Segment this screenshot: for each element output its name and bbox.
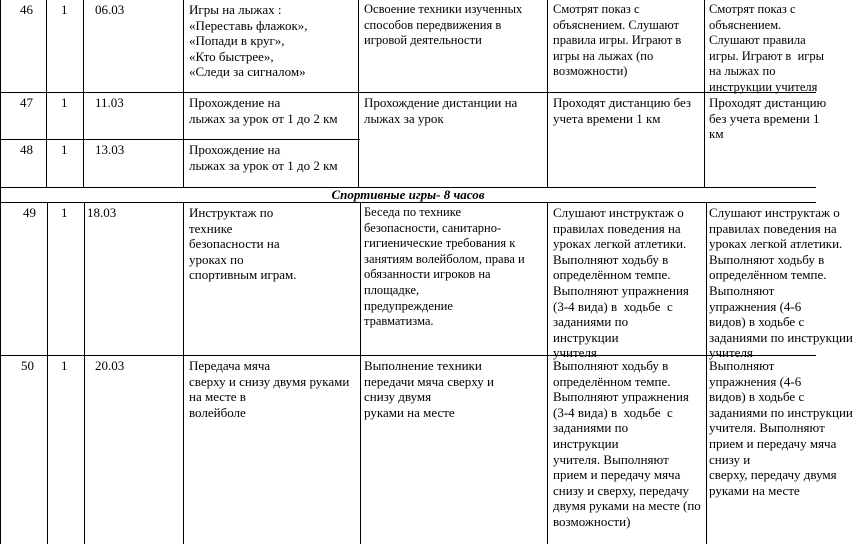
lesson-hours: 1 (61, 142, 68, 157)
lesson-number: 46 (20, 2, 33, 17)
grid-line (706, 202, 707, 544)
lesson-number: 48 (20, 142, 33, 157)
section-title: Спортивные игры- 8 часов (331, 187, 485, 202)
grid-line (183, 0, 184, 187)
student-activity-group-a: Проходят дистанцию без учета времени 1 км (553, 95, 692, 126)
lesson-topic: Передача мяча сверху и снизу двумя руками на месте в волейболе (189, 358, 350, 420)
student-activity-group-a: Смотрят показ с объяснением. Слушают правила игры. Играют в игры на лыжах (по возможности) (553, 2, 682, 79)
grid-line (84, 202, 85, 544)
grid-line (704, 0, 705, 187)
lesson-date: 20.03 (95, 358, 125, 373)
grid-line (0, 355, 816, 356)
grid-line (83, 0, 84, 187)
student-activity-group-b: Слушают инструктаж о правилах поведения на уроках легкой атлетики. Выполняют ходьбу в определённом темпе. Выполняют упражнения (4-6 видов) в ходьбе с заданиями по инструкции учителя (709, 205, 853, 361)
lesson-content: Беседа по технике безопасности, санитарно- гигиенические требования к занятиям волейболом, права и обязанности игроков на площадке, предупреждение травматизма. (364, 205, 525, 329)
lesson-content: Освоение техники изученных способов передвижения в игровой деятельности (364, 2, 523, 48)
grid-line (358, 0, 359, 187)
lesson-number: 49 (23, 205, 36, 220)
lesson-number: 50 (21, 358, 34, 373)
grid-line (183, 202, 184, 544)
lesson-date: 18.03 (87, 205, 117, 220)
grid-line (547, 0, 548, 187)
grid-line (47, 202, 48, 544)
lesson-content: Выполнение техники передачи мяча сверху и снизу двумя руками на месте (364, 358, 495, 420)
lesson-date: 13.03 (95, 142, 125, 157)
lesson-number: 47 (20, 95, 33, 110)
student-activity-group-a: Слушают инструктаж о правилах поведения на уроках легкой атлетики. Выполняют ходьбу в определённом темпе. Выполняют упражнения (3-4 вида) в ходьбе с заданиями по инструкции учителя (553, 205, 689, 361)
student-activity-group-b: Смотрят показ с объяснением. Слушают правила игры. Играют в игры на лыжах по инструкции учителя (709, 2, 825, 94)
grid-line (360, 202, 361, 544)
lesson-hours: 1 (61, 2, 68, 17)
student-activity-group-a: Выполняют ходьбу в определённом темпе. Выполняют упражнения (3-4 вида) в ходьбе с заданиями по инструкции учителя. Выполняют прием и передачу мяча снизу и сверху, передачу двумя руками на месте (по возможности) (553, 358, 701, 529)
lesson-content: Прохождение дистанции на лыжах за урок (364, 95, 518, 126)
grid-line (0, 139, 360, 140)
lesson-date: 06.03 (95, 2, 125, 17)
lesson-date: 11.03 (95, 95, 124, 110)
lesson-hours: 1 (61, 205, 68, 220)
grid-line (0, 202, 816, 203)
student-activity-group-b: Выполняют упражнения (4-6 видов) в ходьбе с заданиями по инструкции учителя. Выполняют прием и передачу мяча снизу и сверху, передачу двумя руками на месте (709, 358, 853, 498)
lesson-topic: Прохождение на лыжах за урок от 1 до 2 км (189, 95, 338, 126)
lesson-topic: Инструктаж по технике безопасности на уроках по спортивным играм. (189, 205, 297, 283)
student-activity-group-b: Проходят дистанцию без учета времени 1 км (709, 95, 827, 142)
lesson-topic: Прохождение на лыжах за урок от 1 до 2 км (189, 142, 338, 173)
lesson-topic: Игры на лыжах : «Переставь флажок», «Попади в круг», «Кто быстрее», «Следи за сигналом» (189, 2, 308, 80)
grid-line (0, 92, 816, 93)
grid-line (547, 202, 548, 544)
lesson-hours: 1 (61, 358, 68, 373)
grid-line (46, 0, 47, 187)
grid-line (0, 0, 1, 544)
lesson-hours: 1 (61, 95, 68, 110)
